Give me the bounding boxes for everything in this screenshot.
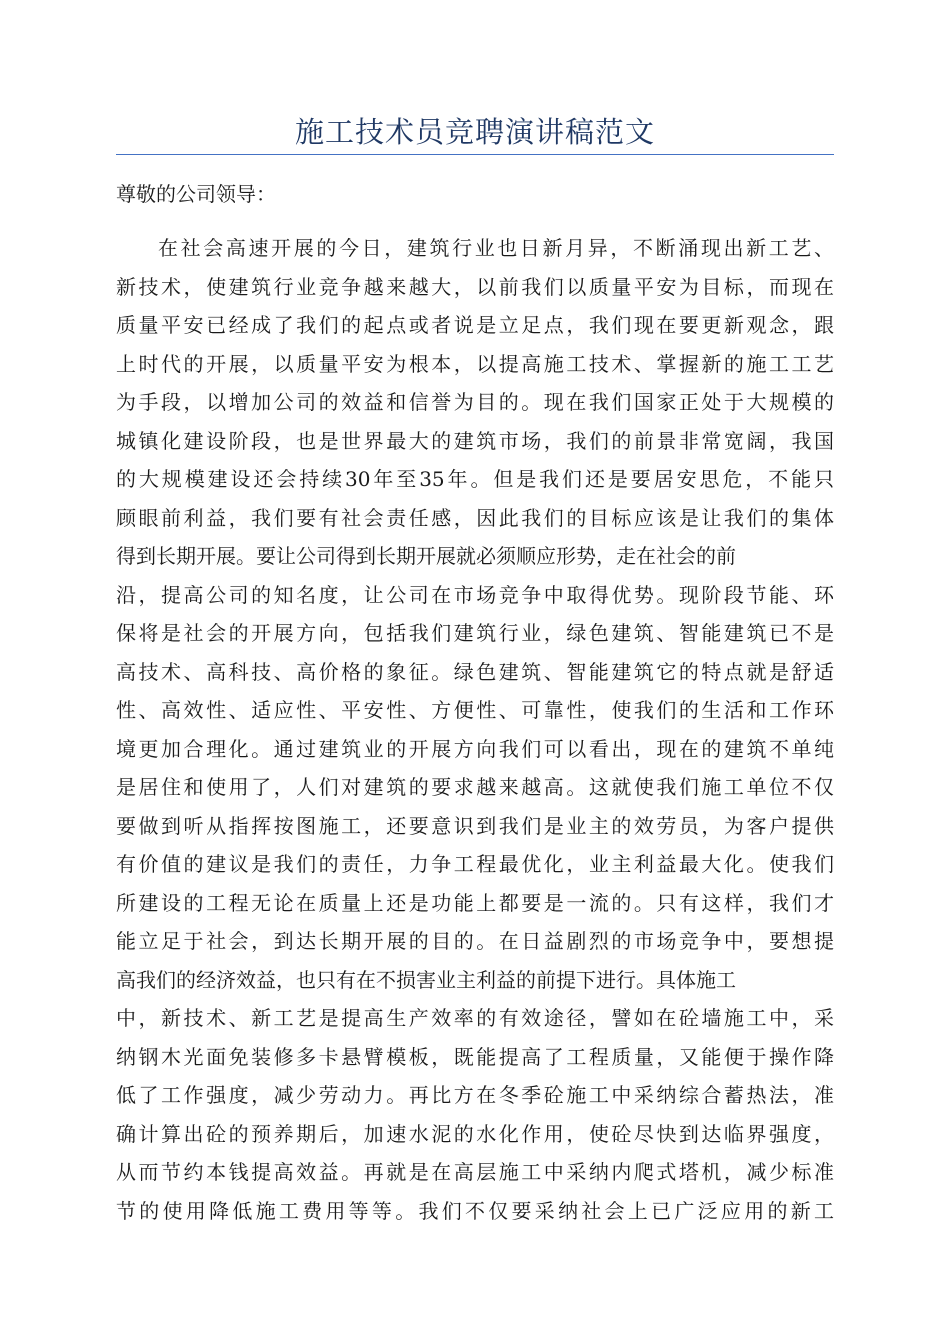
text-line: 所建设的工程无论在质量上还是功能上都要是一流的。只有这样，我们才 bbox=[116, 890, 834, 915]
text-line: 顾眼前利益，我们要有社会责任感，因此我们的目标应该是让我们的集体 bbox=[116, 505, 834, 530]
text-line: 保将是社会的开展方向，包括我们建筑行业，绿色建筑、智能建筑已不是 bbox=[116, 621, 834, 645]
text-line: 境更加合理化。通过建筑业的开展方向我们可以看出，现在的建筑不单纯 bbox=[116, 736, 834, 761]
text-line: 质量平安已经成了我们的起点或者说是立足点，我们现在要更新观念，跟 bbox=[116, 313, 834, 337]
text-line: 城镇化建设阶段，也是世界最大的建筑市场，我们的前景非常宽阔，我国 bbox=[116, 428, 834, 453]
text-line: 低了工作强度，减少劳动力。再比方在冬季砼施工中采纳综合蓄热法，准 bbox=[116, 1083, 834, 1107]
body-paragraph bbox=[116, 229, 834, 1230]
document-title: 施工技术员竞聘演讲稿范文 bbox=[294, 115, 655, 149]
text-line: 高我们的经济效益，也只有在不损害业主利益的前提下进行。具体施工 bbox=[116, 967, 736, 992]
text-line: 要做到听从指挥按图施工，还要意识到我们是业主的效劳员，为客户提供 bbox=[116, 813, 834, 838]
text-line: 上时代的开展，以质量平安为根本，以提高施工技术、掌握新的施工工艺 bbox=[116, 351, 834, 376]
text-line: 有价值的建议是我们的责任，力争工程最优化，业主利益最大化。使我们 bbox=[116, 852, 834, 876]
text-line: 新技术，使建筑行业竞争越来越大，以前我们以质量平安为目标，而现在 bbox=[116, 274, 834, 299]
text-line: 的大规模建设还会持续30年至35年。但是我们还是要居安思危，不能只 bbox=[116, 467, 834, 491]
text-line: 高技术、高科技、高价格的象征。绿色建筑、智能建筑它的特点就是舒适 bbox=[116, 659, 834, 684]
text-line: 中，新技术、新工艺是提高生产效率的有效途径，譬如在砼墙施工中，采 bbox=[116, 1006, 834, 1030]
text-line: 纳钢木光面免装修多卡悬臂模板，既能提高了工程质量，又能便于操作降 bbox=[116, 1044, 834, 1069]
text-line: 节的使用降低施工费用等等。我们不仅要采纳社会上已广泛应用的新工 bbox=[116, 1198, 834, 1223]
text-line: 为手段，以增加公司的效益和信誉为目的。现在我们国家正处于大规模的 bbox=[116, 390, 834, 414]
text-line: 沿，提高公司的知名度，让公司在市场竞争中取得优势。现阶段节能、环 bbox=[116, 582, 834, 607]
text-line: 能立足于社会，到达长期开展的目的。在日益剧烈的市场竞争中，要想提 bbox=[116, 929, 834, 953]
text-line: 确计算出砼的预养期后，加速水泥的水化作用，使砼尽快到达临界强度， bbox=[116, 1121, 834, 1146]
text-line: 是居住和使用了，人们对建筑的要求越来越高。这就使我们施工单位不仅 bbox=[116, 775, 834, 799]
text-line: 得到长期开展。要让公司得到长期开展就必须顺应形势，走在社会的前 bbox=[116, 544, 736, 568]
salutation: 尊敬的公司领导： bbox=[116, 182, 276, 206]
text-line: 在社会高速开展的今日，建筑行业也日新月异，不断涌现出新工艺、 bbox=[158, 236, 834, 260]
title-underline bbox=[116, 154, 834, 155]
text-line: 性、高效性、适应性、平安性、方便性、可靠性，使我们的生活和工作环 bbox=[116, 698, 834, 722]
text-line: 从而节约本钱提高效益。再就是在高层施工中采纳内爬式塔机，减少标准 bbox=[116, 1160, 834, 1184]
